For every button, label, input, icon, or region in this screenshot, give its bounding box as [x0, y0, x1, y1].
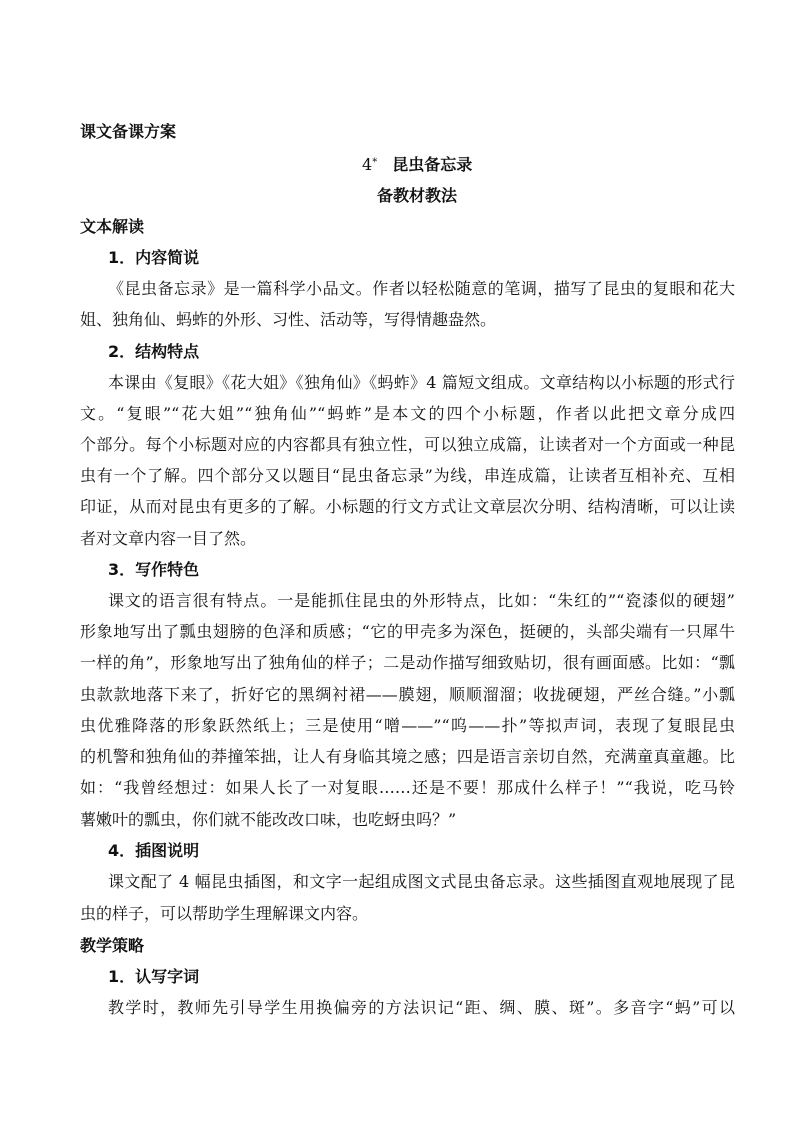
paragraph-line: 教学时，教师先引导学生用换偏旁的方法识记“距、绸、膜、斑”。多音字“蚂”可以	[108, 998, 735, 1017]
paragraph-line: 虫优雅降落的形象跃然纸上；三是使用“噌——”“呜——扑”等拟声词，表现了复眼昆虫	[80, 716, 735, 735]
section-heading-text-reading: 文本解读	[80, 217, 145, 236]
section-heading-teaching-strategy: 教学策略	[80, 936, 145, 955]
paragraph-line: 者对文章内容一目了然。	[80, 529, 257, 548]
paragraph-line: 薯嫩叶的瓢虫，你们就不能改改口味，也吃蚜虫吗？”	[80, 810, 457, 829]
paragraph-line: 姐、独角仙、蚂蚱的外形、习性、活动等，写得情趣盎然。	[80, 310, 497, 329]
item-heading-writing: 3．写作特色	[108, 560, 200, 579]
paragraph-line: 文。“复眼”“花大姐”“独角仙”“蚂蚱”是本文的四个小标题，作者以此把文章分成四	[80, 404, 735, 423]
paragraph-line: 本课由《复眼》《花大姐》《独角仙》《蚂蚱》4 篇短文组成。文章结构以小标题的形式行	[108, 373, 735, 392]
item-heading-structure: 2．结构特点	[108, 342, 200, 361]
lesson-number: 4	[362, 155, 373, 174]
paragraph-line: 的机警和独角仙的莽撞笨拙，让人有身临其境之感；四是语言亲切自然，充满童真童趣。比	[80, 747, 735, 766]
paragraph-line: 形象地写出了瓢虫翅膀的色泽和质感；“它的甲壳多为深色，挺硬的，头部尖端有一只犀牛	[80, 622, 735, 641]
lesson-title: 昆虫备忘录	[392, 155, 473, 174]
lesson-title-line	[362, 155, 472, 175]
paragraph-line: 《昆虫备忘录》是一篇科学小品文。作者以轻松随意的笔调，描写了昆虫的复眼和花大	[108, 279, 735, 298]
paragraph-line: 虫的样子，可以帮助学生理解课文内容。	[80, 904, 369, 923]
paragraph-line: 课文的语言很有特点。一是能抓住昆虫的外形特点，比如：“朱红的”“瓷漆似的硬翅”	[108, 591, 735, 610]
paragraph-line: 虫有一个了解。四个部分又以题目“昆虫备忘录”为线，串连成篇，让读者互相补充、互相	[80, 466, 735, 485]
lesson-mark: *	[372, 157, 378, 168]
paragraph-line: 一样的角”，形象地写出了独角仙的样子；二是动作描写细致贴切，很有画面感。比如：“瓢	[80, 653, 735, 672]
document-header: 课文备课方案	[80, 122, 177, 141]
item-heading-illustration: 4．插图说明	[108, 841, 200, 860]
paragraph-line: 课文配了 4 幅昆虫插图，和文字一起组成图文式昆虫备忘录。这些插图直观地展现了昆	[108, 872, 735, 891]
item-heading-words: 1．认写字词	[108, 967, 200, 986]
paragraph-line: 个部分。每个小标题对应的内容都具有独立性，可以独立成篇，让读者对一个方面或一种昆	[80, 435, 735, 454]
paragraph-line: 如：“我曾经想过：如果人长了一对复眼……还是不要！那成什么样子！”“我说，吃马铃	[80, 778, 735, 797]
paragraph-line: 印证，从而对昆虫有更多的了解。小标题的行文方式让文章层次分明、结构清晰，可以让读	[80, 497, 735, 516]
paragraph-line: 虫款款地落下来了，折好它的黑绸衬裙——膜翅，顺顺溜溜；收拢硬翅，严丝合缝。”小瓢	[80, 685, 735, 704]
item-heading-content: 1．内容简说	[108, 248, 200, 267]
lesson-subtitle: 备教材教法	[377, 186, 458, 205]
